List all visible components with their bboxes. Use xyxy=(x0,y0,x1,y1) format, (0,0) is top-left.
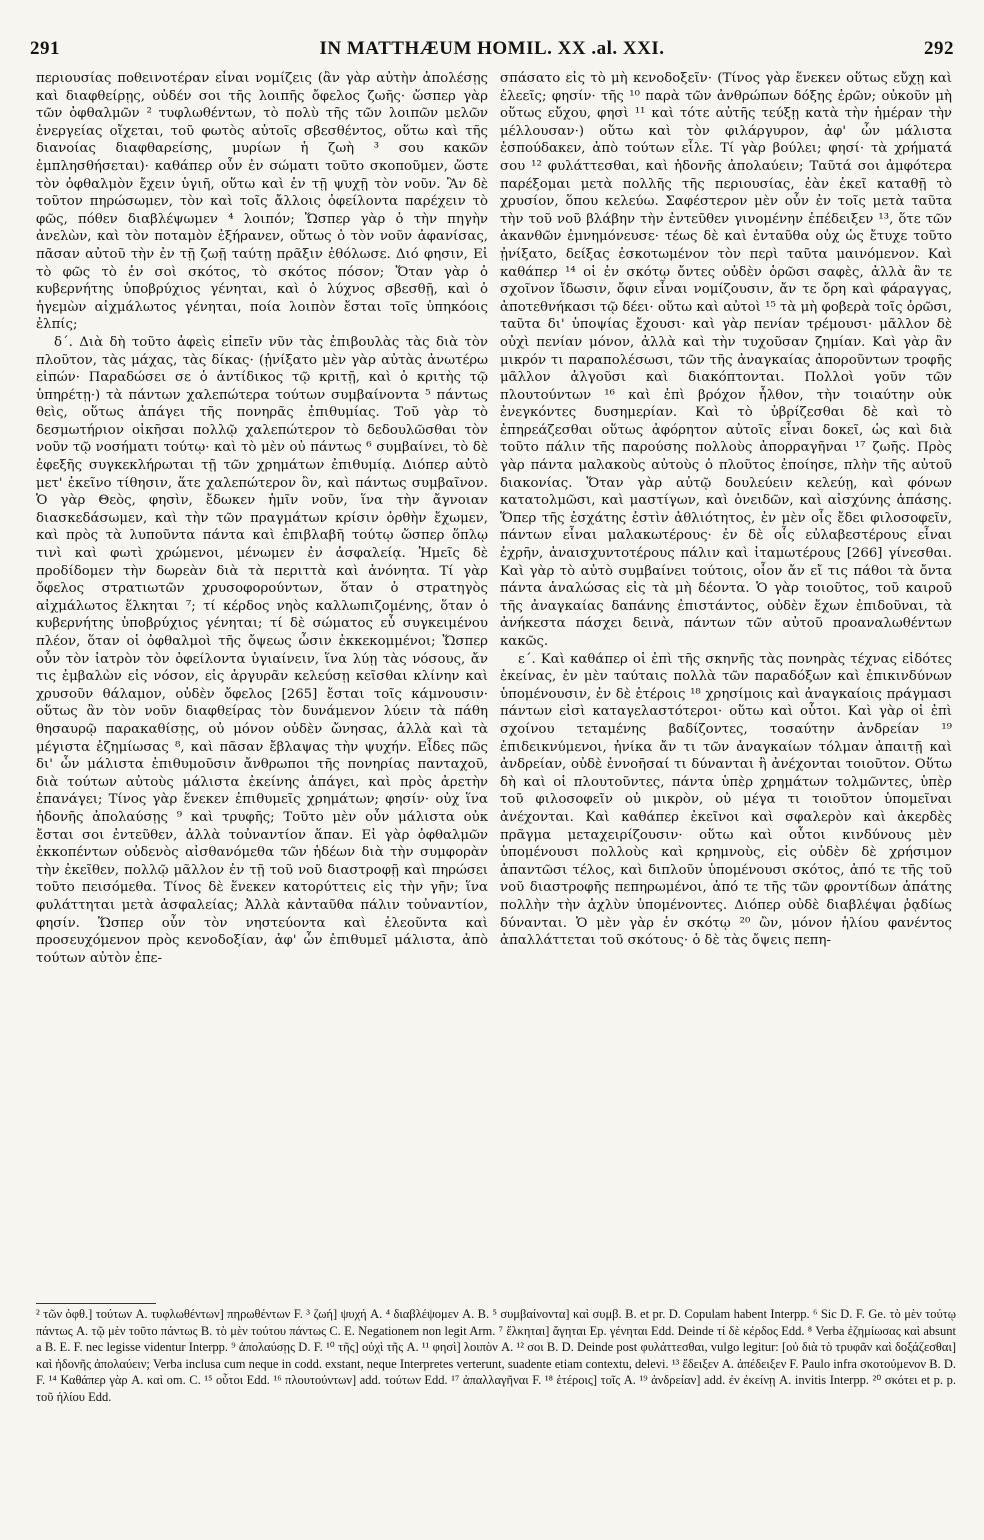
right-paragraph-2: ε΄. Καὶ καθάπερ οἱ ἐπὶ τῆς σκηνῆς τὰς πονηρὰς τέχνας εἰδότες ἐκείνας, ἐν μὲν ταύταις πολλὰ τῶν παραδόξων καὶ ἐπικινδύνων ὑπομένουσιν, ἐν δὲ ἑτέροις ¹⁸ χρησίμοις καὶ ἀναγκαίοις πράγμασι πάντων εἰσὶ καταγελαστότεροι· οὕτω καὶ οὗτοι. Καὶ γὰρ οἱ ἐπὶ σχοίνου τεταμένης βαδίζοντες, τοσαύτην ἀνδρείαν ¹⁹ ἐπιδεικνύμενοι, ἡνίκα ἄν τι τῶν ἀναγκαίων τόλμαν ἀπαιτῇ καὶ ἀνδρείαν, οὐδὲ ἐννοῆσαί τι δύνανται ἢ ἀνέχονται τοιοῦτον. Οὕτω δὴ καὶ οἱ πλουτοῦντες, πάντα ὑπὲρ χρημάτων τολμῶντες, ὑπὲρ τοῦ φιλοσοφεῖν οὐ μικρὸν, οὐ μέγα τι τοιοῦτον ὑπομεῖναι ἀνέχονται. Καὶ καθάπερ ἐκεῖνοι καὶ σφαλερὸν καὶ ἀκερδὲς πρᾶγμα μεταχειρίζουσιν· οὕτω καὶ οὗτοι κινδύνους μὲν ὑπομένουσι πολλοὺς καὶ κρημνοὺς, εἰς οὐδὲν δὲ χρήσιμον ἀπαντῶσι τέλος, καὶ διπλοῦν ὑπομένουσι σκότος, ἀπό τε τῆς τοῦ νοῦ διαστροφῆς πεπηρωμένοι, ἀπό τε τῆς τῶν φροντίδων ἀπάτης πολλὴν τὴν ἀχλὺν ὑπομένοντες. Διόπερ οὐδὲ διαβλέψαι ῥᾳδίως δύνανται. Ὁ μὲν γὰρ ἐν σκότῳ ²⁰ ὢν, μόνον ἡλίου φανέντος ἀπαλλάττεται τοῦ σκότους· ὁ δὲ τὰς ὄψεις πεπη- xyxy=(500,651,952,949)
left-paragraph-1: περιουσίας ποθεινοτέραν εἶναι νομίζεις (ἂν γὰρ αὐτὴν ἀπολέσῃς καὶ διαφθείρῃς, οὐδέν σοι τῆς λοιπῆς ὄφελος ζωῆς· ὥσπερ γὰρ τῶν ὀφθαλμῶν ² τυφλωθέντων, τὸ πολὺ τῆς τῶν λοιπῶν μελῶν ἐνεργείας οἴχεται, τοῦ φωτὸς αὐτοῖς σβεσθέντος, οὕτω καὶ τῆς διανοίας διαφθαρείσης, μυρίων ἡ ζωὴ ³ σου κακῶν ἐμπλησθήσεται)· καθάπερ οὖν ἐν σώματι τοῦτο σκοποῦμεν, ὥστε τὸν ὀφθαλμὸν ἔχειν ὑγιῆ, οὕτω καὶ ἐν τῇ ψυχῇ τὸν νοῦν. Ἂν δὲ τοῦτον πηρώσωμεν, τὸν καὶ τοῖς ἄλλοις ὀφείλοντα παρέχειν τὸ φῶς, πόθεν διαβλέψωμεν ⁴ λοιπόν; Ὥσπερ γὰρ ὁ τὴν πηγὴν ἀνελὼν, καὶ τὸν ποταμὸν ἐξήρανεν, οὕτως ὁ τὸν νοῦν ἀφανίσας, πᾶσαν αὐτοῦ τὴν ἐν τῇ ζωῇ ταύτῃ πρᾶξιν ἐθόλωσε. Διό φησιν, Εἰ τὸ φῶς τὸ ἐν σοὶ σκότος, τὸ σκότος πόσον; Ὅταν γὰρ ὁ κυβερνήτης ὑποβρύχιος γένηται, καὶ ὁ λύχνος σβεσθῇ, καὶ ὁ ἡγεμὼν αἰχμάλωτος γένηται, ποία λοιπὸν ἔσται τοῖς ὑπηκόοις ἐλπίς; xyxy=(36,71,488,333)
running-title: IN MATTHÆUM HOMIL. XX .al. XXI. xyxy=(319,38,665,59)
footnotes xyxy=(36,1306,956,1532)
right-column xyxy=(500,70,952,1298)
right-paragraph-1: σπάσατο εἰς τὸ μὴ κενοδοξεῖν· (Τίνος γὰρ ἕνεκεν οὕτως εὔχῃ καὶ ἐλεεῖς; φησίν· τῆς ¹⁰ παρὰ τῶν ἀνθρώπων δόξης ἐρῶν; οὐκοῦν μὴ οὕτως εὔχου, φησὶ ¹¹ καὶ τότε αὐτῆς τεύξῃ κατὰ τὴν ἡμέραν τὴν μέλλουσαν·) οὕτω καὶ τὸν φιλάργυρον, ἀφ' ὧν μάλιστα ἐσπούδακεν, ἀπὸ τούτων εἷλε. Τί γὰρ βούλει; φησί· τὰ χρήματά σου ¹² φυλάττεσθαι, καὶ ἡδονῆς ἀπολαύειν; Ταῦτά σοι ἀμφότερα παρέξομαι μετὰ πολλῆς τῆς περιουσίας, ἐὰν ἐκεῖ καταθῇ τὸ χρυσίον, ὅπου κελεύω. Σαφέστερον μὲν οὖν ἐν τοῖς μετὰ ταῦτα τὴν τοῦ νοῦ βλάβην τὴν ἐντεῦθεν γινομένην ἐπέδειξεν ¹³, ὅτε τῶν ἀκανθῶν ἐμνημόνευσε· τέως δὲ καὶ ἐνταῦθα οὐχ ὡς ἔτυχε τοῦτο ᾐνίξατο, δείξας ἐσκοτωμένον τὸν περὶ ταῦτα μαινόμενον. Καὶ καθάπερ ¹⁴ οἱ ἐν σκότῳ ὄντες οὐδὲν ὁρῶσι σαφὲς, ἀλλὰ ἂν τε σχοῖνον ἴδωσιν, ὄφιν εἶναι νομίζουσιν, ἄν τε ὄρη καὶ φάραγγας, ἀποτεθνήκασι τῷ δέει· οὕτω καὶ αὐτοὶ ¹⁵ τὰ μὴ φοβερὰ τοῖς ὁρῶσι, ταῦτα δι' ὑποψίας ἔχουσι· καὶ γὰρ πενίαν τρέμουσι· μᾶλλον δὲ οὐχὶ πενίαν μόνον, ἀλλὰ καὶ τὴν τυχοῦσαν ζημίαν. Καὶ γὰρ ἂν μικρόν τι παραπολέσωσι, τῶν τῆς ἀναγκαίας ἀποροῦντων τροφῆς μᾶλλον ἀλγοῦσι καὶ διακόπτονται. Πολλοὶ γοῦν τῶν πλουτούντων ¹⁶ καὶ ἐπὶ βρόχον ἦλθον, τὴν τοιαύτην οὐκ ἐνεγκόντες δυσημερίαν. Καὶ τὸ ὑβρίζεσθαι δὲ καὶ τὸ ἐπηρεάζεσθαι οὕτως ἀφόρητον αὐτοῖς εἶναι δοκεῖ, ὡς καὶ διὰ τοῦτο πάλιν τῆς παρούσης πολλοὺς ἀπορραγῆναι ¹⁷ ζωῆς. Πρὸς γὰρ πάντα μαλακοὺς αὐτοὺς ὁ πλοῦτος ἐποίησε, πλὴν τῆς αὐτοῦ διακονίας. Ὅταν γὰρ αὐτῷ δουλεύειν κελεύῃ, καὶ φόνων κατατολμῶσι, καὶ μαστίγων, καὶ ὀνειδῶν, καὶ αἰσχύνης ἁπάσης. Ὅπερ τῆς ἐσχάτης ἐστὶν ἀθλιότητος, ἐν μὲν οἷς ἔδει φιλοσοφεῖν, πάντων εἶναι μαλακωτέρους· ἐν δὲ οἷς εὐλαβεστέρους εἶναι ἐχρῆν, ἀναισχυντοτέρους πάλιν καὶ ἰταμωτέρους [266] γίνεσθαι. Καὶ γὰρ τὸ αὐτὸ συμβαίνει τούτοις, οἷον ἄν εἴ τις πάθοι τὰ ὄντα πάντα ἀναλώσας εἰς τὰ μὴ δέοντα. Ὁ γὰρ τοιοῦτος, τοῦ καιροῦ τῆς ἀναγκαίας δαπάνης ἐπιστάντος, οὐδὲν ἔχων ἐπιδοῦναι, τὰ ἀνήκεστα πάσχει δεινὰ, πάντων τῶν αὐτοῦ προαναλωθέντων κακῶς. xyxy=(500,71,952,649)
page-number-right: 292 xyxy=(923,38,954,59)
footnote-rule xyxy=(36,1303,156,1304)
page-number-left: 291 xyxy=(30,38,60,59)
left-paragraph-2: δ΄. Διὰ δὴ τοῦτο ἀφεὶς εἰπεῖν νῦν τὰς ἐπιβουλὰς τὰς διὰ τὸν πλοῦτον, τὰς μάχας, τὰς δίκας· (ᾐνίξατο μὲν γὰρ αὐτὰς ἀνωτέρω εἰπών· Παραδώσει σε ὁ ἀντίδικος τῷ κριτῇ, καὶ ὁ κριτὴς τῷ ὑπηρέτῃ·) τὰ πάντων χαλεπώτερα τούτων συμβαίνοντα ⁵ πάντως θεὶς, οὕτως ἀπάγει τῆς πονηρᾶς ἐπιθυμίας. Τοῦ γὰρ τὸ δεσμωτήριον οἰκῆσαι πολλῷ χαλεπώτερον τὸ δεδουλῶσθαι τὸν νοῦν τῷ νοσήματι τούτῳ· καὶ τὸ μὲν οὐ πάντως ⁶ συμβαίνει, τὸ δὲ ἐφεξῆς συγκεκλήρωται τῇ τῶν χρημάτων ἐπιθυμίᾳ. Διόπερ αὐτὸ μετ' ἐκεῖνο τίθησιν, ἅτε χαλεπώτερον ὂν, καὶ πάντως συμβαῖνον. Ὁ γὰρ Θεὸς, φησὶν, ἔδωκεν ἡμῖν νοῦν, ἵνα τὴν ἄγνοιαν διασκεδάσωμεν, καὶ τὴν τῶν πραγμάτων κρίσιν ὀρθὴν ἔχωμεν, καὶ πρὸς τὰ λυποῦντα πάντα καὶ ἐπιβλαβῆ τούτῳ ὥσπερ ὅπλῳ τινὶ καὶ φωτὶ χρώμενοι, μένωμεν ἐν ἀσφαλείᾳ. Ἡμεῖς δὲ προδίδομεν τὴν δωρεὰν διὰ τὰ περιττὰ καὶ ἀνόνητα. Τί γὰρ ὄφελος στρατιωτῶν χρυσοφορούντων, ὅταν ὁ στρατηγὸς αἰχμάλωτος ἕλκηται ⁷; τί κέρδος νηὸς καλλωπιζομένης, ὅταν ὁ κυβερνήτης ὑποβρύχιος γένηται; τί δὲ σώματος εὖ συγκειμένου πλέον, ὅταν οἱ ὀφθαλμοὶ τῆς ὄψεως ὦσιν ἐκκεκομμένοι; Ὥσπερ οὖν τὸν ἰατρὸν τὸν ὀφείλοντα ὑγιαίνειν, ἵνα λύῃ τὰς νόσους, ἄν τις ἐμβαλὼν εἰς νόσον, εἰς ἀργυρᾶν κελεύσῃ κεῖσθαι κλίνην καὶ χρυσοῦν θάλαμον, οὐδὲν ὄφελος [265] ἔσται τοῖς κάμνουσιν· οὕτως ἂν τὸν νοῦν διαφθείρας τὸν δυνάμενον λύειν τὰ πάθη θησαυρῷ παρακαθίσῃς, οὐ μόνον οὐδὲν ὤνησας, ἀλλὰ καὶ τὰ μέγιστα ἐζημίωσας ⁸, καὶ πᾶσαν ἔβλαψας τὴν ψυχήν. Εἶδες πῶς δι' ὧν μάλιστα ἐπιθυμοῦσιν ἄνθρωποι τῆς πονηρίας πανταχοῦ, διὰ τούτων αὐτοὺς μάλιστα ἐκείνης ἀπάγει, καὶ πρὸς ἀρετὴν ἐπανάγει; Τίνος γὰρ ἕνεκεν ἐπιθυμεῖς χρημάτων; φησίν· οὐχ ἵνα ἡδονῆς ἀπολαύσῃς ⁹ καὶ τρυφῆς; Τοῦτο μὲν οὖν μάλιστα οὐκ ἔσται σοι ἐντεῦθεν, ἀλλὰ τοὐναντίον ἅπαν. Εἰ γὰρ ὀφθαλμῶν ἐκκοπέντων οὐδενὸς αἰσθανόμεθα τῶν ἡδέων διὰ τὴν συμφορὰν τὴν ἐκεῖθεν, πολλῷ μᾶλλον ἐν τῇ τοῦ νοῦ διαστροφῇ καὶ πηρώσει τοῦτο πεισόμεθα. Τίνος δὲ ἕνεκεν κατορύττεις εἰς τὴν γῆν; ἵνα φυλάττηται μετὰ ἀσφαλείας; Ἀλλὰ κἀνταῦθα πάλιν τοὐναντίον, φησίν. Ὥσπερ οὖν τὸν νηστεύοντα καὶ ἐλεοῦντα καὶ προσευχόμενον πρὸς κενοδοξίαν, ἀφ' ὧν ἐπιθυμεῖ μάλιστα, ἀπὸ τούτων αὐτὸν ἐπε- xyxy=(36,334,488,966)
running-header xyxy=(30,36,954,62)
footnote-text: ² τῶν ὀφθ.] τούτων A. τυφλωθέντων] πηρωθέντων F. ³ ζωή] ψυχή A. ⁴ διαβλέψομεν A. B. ⁵ συμβαίνοντα] καὶ συμβ. B. et pr. D. Copulam habent Interpp. ⁶ Sic D. F. Ge. τὸ μὲν τούτῳ πάντως A. τῷ μὲν τοῦτο πάντως B. τὸ μὲν τούτου πάντως C. E. Negationem non legit Arm. ⁷ ἕλκηται] ἄγηται Ep. γένηται Edd. Deinde τί δὲ κέρδος Edd. ⁸ Verba ἐζημίωσας καὶ absunt a B. E. F. nec legisse videntur Interpp. ⁹ ἀπολαύσῃς D. F. ¹⁰ τῆς] οὐχὶ τῆς A. ¹¹ φησὶ] λοιπὸν A. ¹² σοι B. D. Deinde post φυλάττεσθαι, vulgo legitur: [οὐ διὰ τὸ τρυφᾶν καὶ δοξάζεσθαι] καὶ ἡδονῆς ἀπολαύειν; Verba inclusa cum neque in codd. exstant, neque Interpretes verterunt, suadente etiam contextu, delevi. ¹³ ἔδειξεν A. ἀπέδειξεν F. Paulo infra σκοτούμενον B. D. F. ¹⁴ Καθάπερ γὰρ A. καὶ om. C. ¹⁵ οὗτοι Edd. ¹⁶ πλουτούντων] add. τούτων Edd. ¹⁷ ἀπαλλαγῆναι F. ¹⁸ ἑτέροις] τοῖς A. ¹⁹ ἀνδρείαν] add. ἐν ἐκείνῃ A. invitis Interpp. ²⁰ σκότει et p. p. τοῦ ἡλίου Edd. xyxy=(36,1307,956,1404)
left-column xyxy=(36,70,488,1298)
